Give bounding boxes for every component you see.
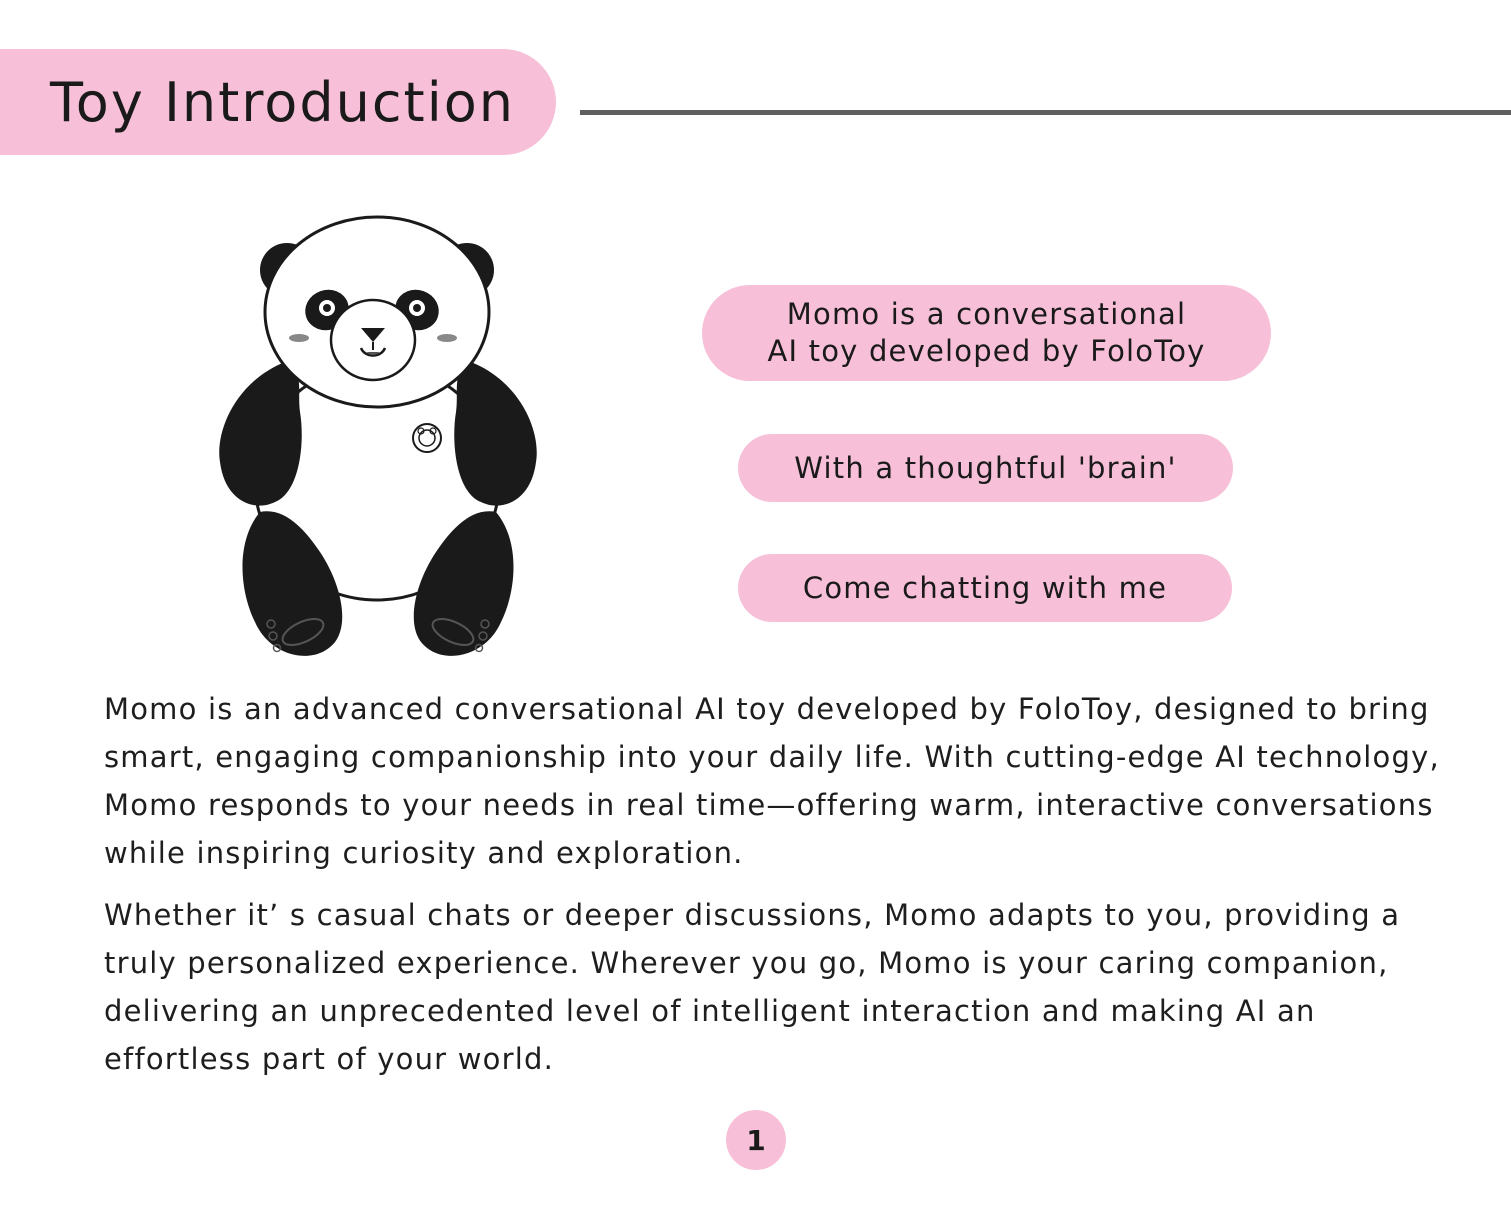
page-title: Toy Introduction (50, 71, 515, 134)
bubble-line-1: Momo is a conversational (786, 297, 1187, 331)
body-paragraph-1: Momo is an advanced conversational AI toy developed by FoloToy, designed to bring smart, engaging companionship into your daily life. With cutting-edge AI technology, Momo responds to your needs in real time—offering warm, interactive conversations while inspiring curiosity and exploration. (104, 692, 1440, 870)
title-divider (580, 110, 1511, 115)
bubble-text: Come chatting with me (802, 571, 1168, 605)
speech-bubble-brain (738, 434, 1233, 502)
speech-bubble-intro (702, 285, 1271, 381)
bubble-text: With a thoughtful 'brain' (794, 451, 1177, 485)
panda-icon (215, 212, 541, 668)
panda-left-arm (219, 362, 301, 506)
body-paragraph-2: Whether it’ s casual chats or deeper discussions, Momo adapts to you, providing a truly personalized experience. Wherever you go, Momo is your caring companion, delivering an unprecedented level of intelligent interaction and making AI an effortless part of your world. (104, 898, 1401, 1076)
bear-face-icon (413, 424, 441, 452)
panda-right-arm (454, 362, 536, 506)
bubble-line-2: AI toy developed by FoloToy (767, 334, 1206, 368)
speech-bubble-chat (738, 554, 1232, 622)
page-number: 1 (726, 1110, 786, 1170)
